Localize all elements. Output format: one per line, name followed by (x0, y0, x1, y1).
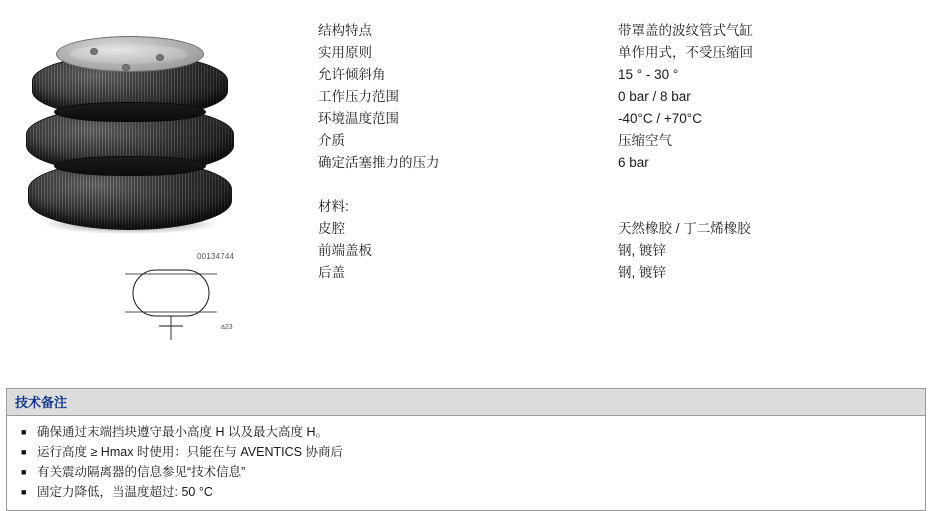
spec-label: 介质 (318, 133, 345, 148)
spec-value: 带罩盖的波纹管式气缸 (618, 23, 753, 38)
table-row (318, 262, 908, 284)
spec-label: 允许倾斜角 (318, 67, 386, 82)
technical-notes-body (7, 416, 925, 510)
list-item (15, 422, 917, 442)
table-row (318, 130, 908, 152)
spec-value: 6 bar (618, 155, 649, 170)
table-row (318, 108, 908, 130)
bolt-icon (122, 64, 130, 71)
spec-label: 后盖 (318, 265, 345, 280)
table-row (318, 64, 908, 86)
specification-table (318, 20, 908, 284)
spec-label: 环境温度范围 (318, 111, 399, 126)
spec-value: 钢, 镀锌 (618, 243, 667, 258)
spec-label: 确定活塞推力的压力 (318, 155, 440, 170)
list-item (15, 482, 917, 502)
schematic-code-label: a23 (221, 324, 233, 331)
top-cover-plate-inner (70, 44, 188, 64)
spec-label: 实用原则 (318, 45, 372, 60)
spec-value: 钢, 镀锌 (618, 265, 667, 280)
bullet-icon: ■ (21, 447, 27, 457)
bullet-icon: ■ (21, 427, 27, 437)
bullet-icon: ■ (21, 487, 27, 497)
schematic-svg (115, 252, 255, 347)
schematic-drawing (115, 252, 255, 347)
note-text: 有关震动隔离器的信息参见“技术信息” (37, 465, 246, 479)
spec-value: 单作用式，不受压缩回 (618, 45, 753, 60)
note-text: 运行高度 ≥ Hmax 时使用：只能在与 AVENTICS 协商后 (37, 445, 343, 459)
spec-value: 15 ° - 30 ° (618, 67, 679, 82)
list-item (15, 462, 917, 482)
table-row (318, 20, 908, 42)
spec-value: 天然橡胶 / 丁二烯橡胶 (618, 221, 751, 236)
spec-label: 工作压力范围 (318, 89, 399, 104)
spec-label: 前端盖板 (318, 243, 372, 258)
table-row (318, 86, 908, 108)
note-text: 固定力降低，当温度超过: 50 °C (37, 485, 213, 499)
technical-notes-title: 技术备注 (7, 389, 925, 416)
bolt-icon (156, 54, 164, 61)
spec-label: 结构特点 (318, 23, 372, 38)
table-row (318, 42, 908, 64)
spec-value: 0 bar / 8 bar (618, 89, 691, 104)
bellows-waist-lower (54, 156, 206, 176)
spacer (318, 174, 908, 196)
material-section-heading: 材料: (318, 199, 349, 214)
air-spring-illustration (18, 14, 238, 249)
bellows-waist-upper (54, 102, 206, 122)
spec-value: 压缩空气 (618, 133, 672, 148)
bullet-icon: ■ (21, 467, 27, 477)
spec-value: -40°C / +70°C (618, 111, 702, 126)
technical-notes-panel (6, 388, 926, 511)
list-item (15, 442, 917, 462)
table-row (318, 152, 908, 174)
note-text: 确保通过末端挡块遵守最小高度 H 以及最大高度 H。 (37, 425, 328, 439)
bolt-icon (90, 48, 98, 55)
product-figure (18, 14, 258, 264)
spec-label: 皮腔 (318, 221, 345, 236)
table-row (318, 218, 908, 240)
part-number-label: 00134744 (197, 252, 235, 261)
table-row (318, 240, 908, 262)
